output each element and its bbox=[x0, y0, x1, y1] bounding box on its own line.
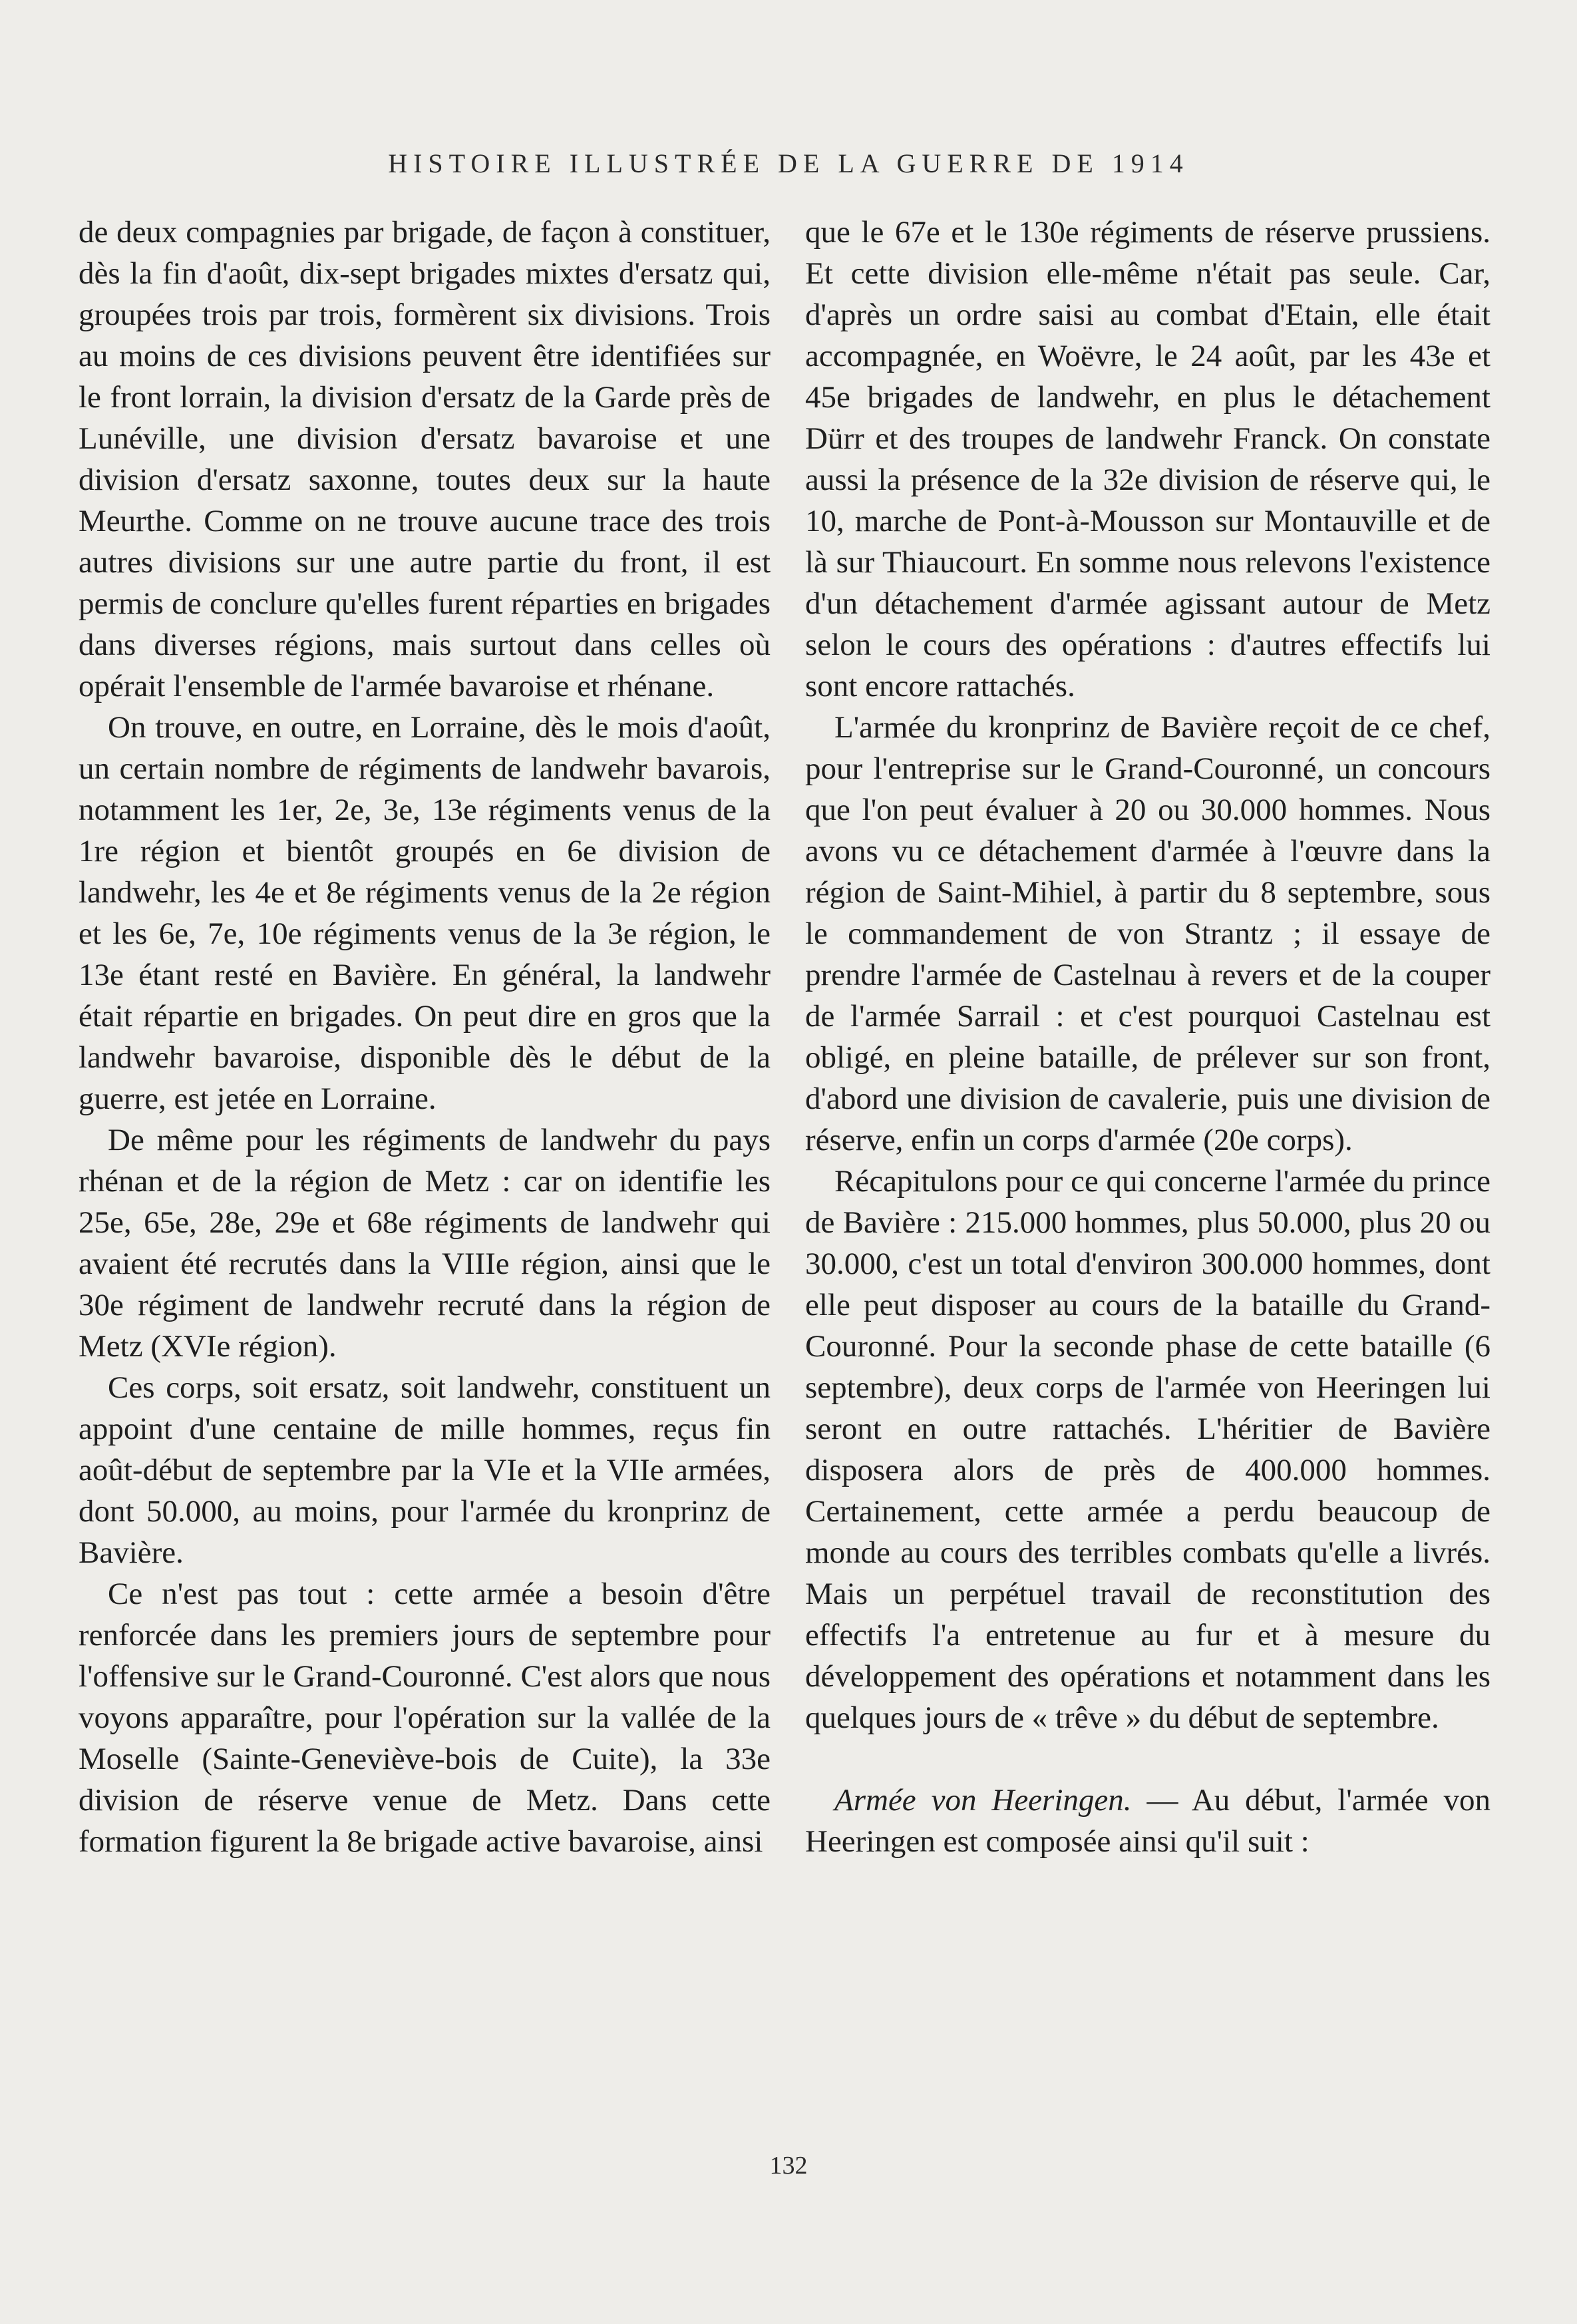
paragraph: L'armée du kronprinz de Bavière reçoit de ce chef, pour l'entreprise sur le Grand-Couronné, un concours que l'on peut évaluer à 20 ou 30.000 hommes. Nous avons vu ce détachement d'armée à l'œuvre dans la région de Saint-Mihiel, à partir du 8 septembre, sous le commandement de von Strantz ; il essaye de prendre l'armée de Castelnau à revers et de la couper de l'armée Sarrail : et c'est pourquoi Castelnau est obligé, en pleine bataille, de prélever sur son front, d'abord une division de cavalerie, puis une division de réserve, enfin un corps d'armée (20e corps). bbox=[805, 710, 1490, 1157]
section-text: — Au début, l'armée von Heeringen est composée ainsi qu'il suit : bbox=[805, 1783, 1490, 1859]
page-number: 132 bbox=[769, 2152, 808, 2180]
section-paragraph bbox=[805, 1780, 1490, 1862]
paragraph: On trouve, en outre, en Lorraine, dès le mois d'août, un certain nombre de régiments de landwehr bavarois, notamment les 1er, 2e, 3e, 13e régiments venus de la 1re région et bientôt groupés en 6e division de landwehr, les 4e et 8e régiments venus de la 2e région et les 6e, 7e, 10e régiments venus de la 3e région, le 13e étant resté en Bavière. En général, la landwehr était répartie en brigades. On peut dire en gros que la landwehr bavaroise, disponible dès le début de la guerre, est jetée en Lorraine. bbox=[79, 710, 771, 1116]
paragraph: De même pour les régiments de landwehr du pays rhénan et de la région de Metz : car on identifie les 25e, 65e, 28e, 29e et 68e régiments de landwehr qui avaient été recrutés dans la VIIIe région, ainsi que le 30e régiment de landwehr recruté dans la région de Metz (XVIe région). bbox=[79, 1123, 771, 1364]
section-heading: Armée von Heeringen. bbox=[834, 1783, 1132, 1818]
running-title: HISTOIRE ILLUSTRÉE DE LA GUERRE DE 1914 bbox=[388, 148, 1189, 178]
paragraph: que le 67e et le 130e régiments de réserve prussiens. Et cette division elle-même n'était pas seule. Car, d'après un ordre saisi au combat d'Etain, elle était accompagnée, en Woëvre, le 24 août, par les 43e et 45e brigades de landwehr, en plus le détachement Dürr et des troupes de landwehr Franck. On constate aussi la présence de la 32e division de réserve qui, le 10, marche de Pont-à-Mousson sur Montauville et de là sur Thiaucourt. En somme nous relevons l'existence d'un détachement d'armée agissant autour de Metz selon le cours des opérations : d'autres effectifs lui sont encore rattachés. bbox=[805, 215, 1490, 703]
paragraph: Ce n'est pas tout : cette armée a besoin d'être renforcée dans les premiers jours de septembre pour l'offensive sur le Grand-Couronné. C'est alors que nous voyons apparaître, pour l'opération sur la vallée de la Moselle (Sainte-Geneviève-bois de Cuite), la 33e division de réserve venue de Metz. Dans cette formation figurent la 8e brigade active bavaroise, ainsi bbox=[79, 1577, 771, 1859]
right-column bbox=[805, 212, 1490, 1862]
paragraph: de deux compagnies par brigade, de façon à constituer, dès la fin d'août, dix-sept brigades mixtes d'ersatz qui, groupées trois par trois, formèrent six divisions. Trois au moins de ces divisions peuvent être identifiées sur le front lorrain, la division d'ersatz de la Garde près de Lunéville, une division d'ersatz bavaroise et une division d'ersatz saxonne, toutes deux sur la haute Meurthe. Comme on ne trouve aucune trace des trois autres divisions sur une autre partie du front, il est permis de conclure qu'elles furent réparties en brigades dans diverses régions, mais surtout dans celles où opérait l'ensemble de l'armée bavaroise et rhénane. bbox=[79, 215, 771, 703]
paragraph: Ces corps, soit ersatz, soit landwehr, constituent un appoint d'une centaine de mille hommes, reçus fin août-début de septembre par la VIe et la VIIe armées, dont 50.000, au moins, pour l'armée du kronprinz de Bavière. bbox=[79, 1370, 771, 1570]
left-column bbox=[79, 212, 771, 1862]
paragraph: Récapitulons pour ce qui concerne l'armée du prince de Bavière : 215.000 hommes, plus 50.000, plus 20 ou 30.000, c'est un total d'environ 300.000 hommes, dont elle peut disposer au cours de la bataille du Grand-Couronné. Pour la seconde phase de cette bataille (6 septembre), deux corps de l'armée von Heeringen lui seront en outre rattachés. L'héritier de Bavière disposera alors de près de 400.000 hommes. Certainement, cette armée a perdu beaucoup de monde au cours des terribles combats qu'elle a livrés. Mais un perpétuel travail de reconstitution des effectifs l'a entretenue au fur et à mesure du développement des opérations et notamment dans les quelques jours de « trêve » du début de septembre. bbox=[805, 1164, 1490, 1735]
